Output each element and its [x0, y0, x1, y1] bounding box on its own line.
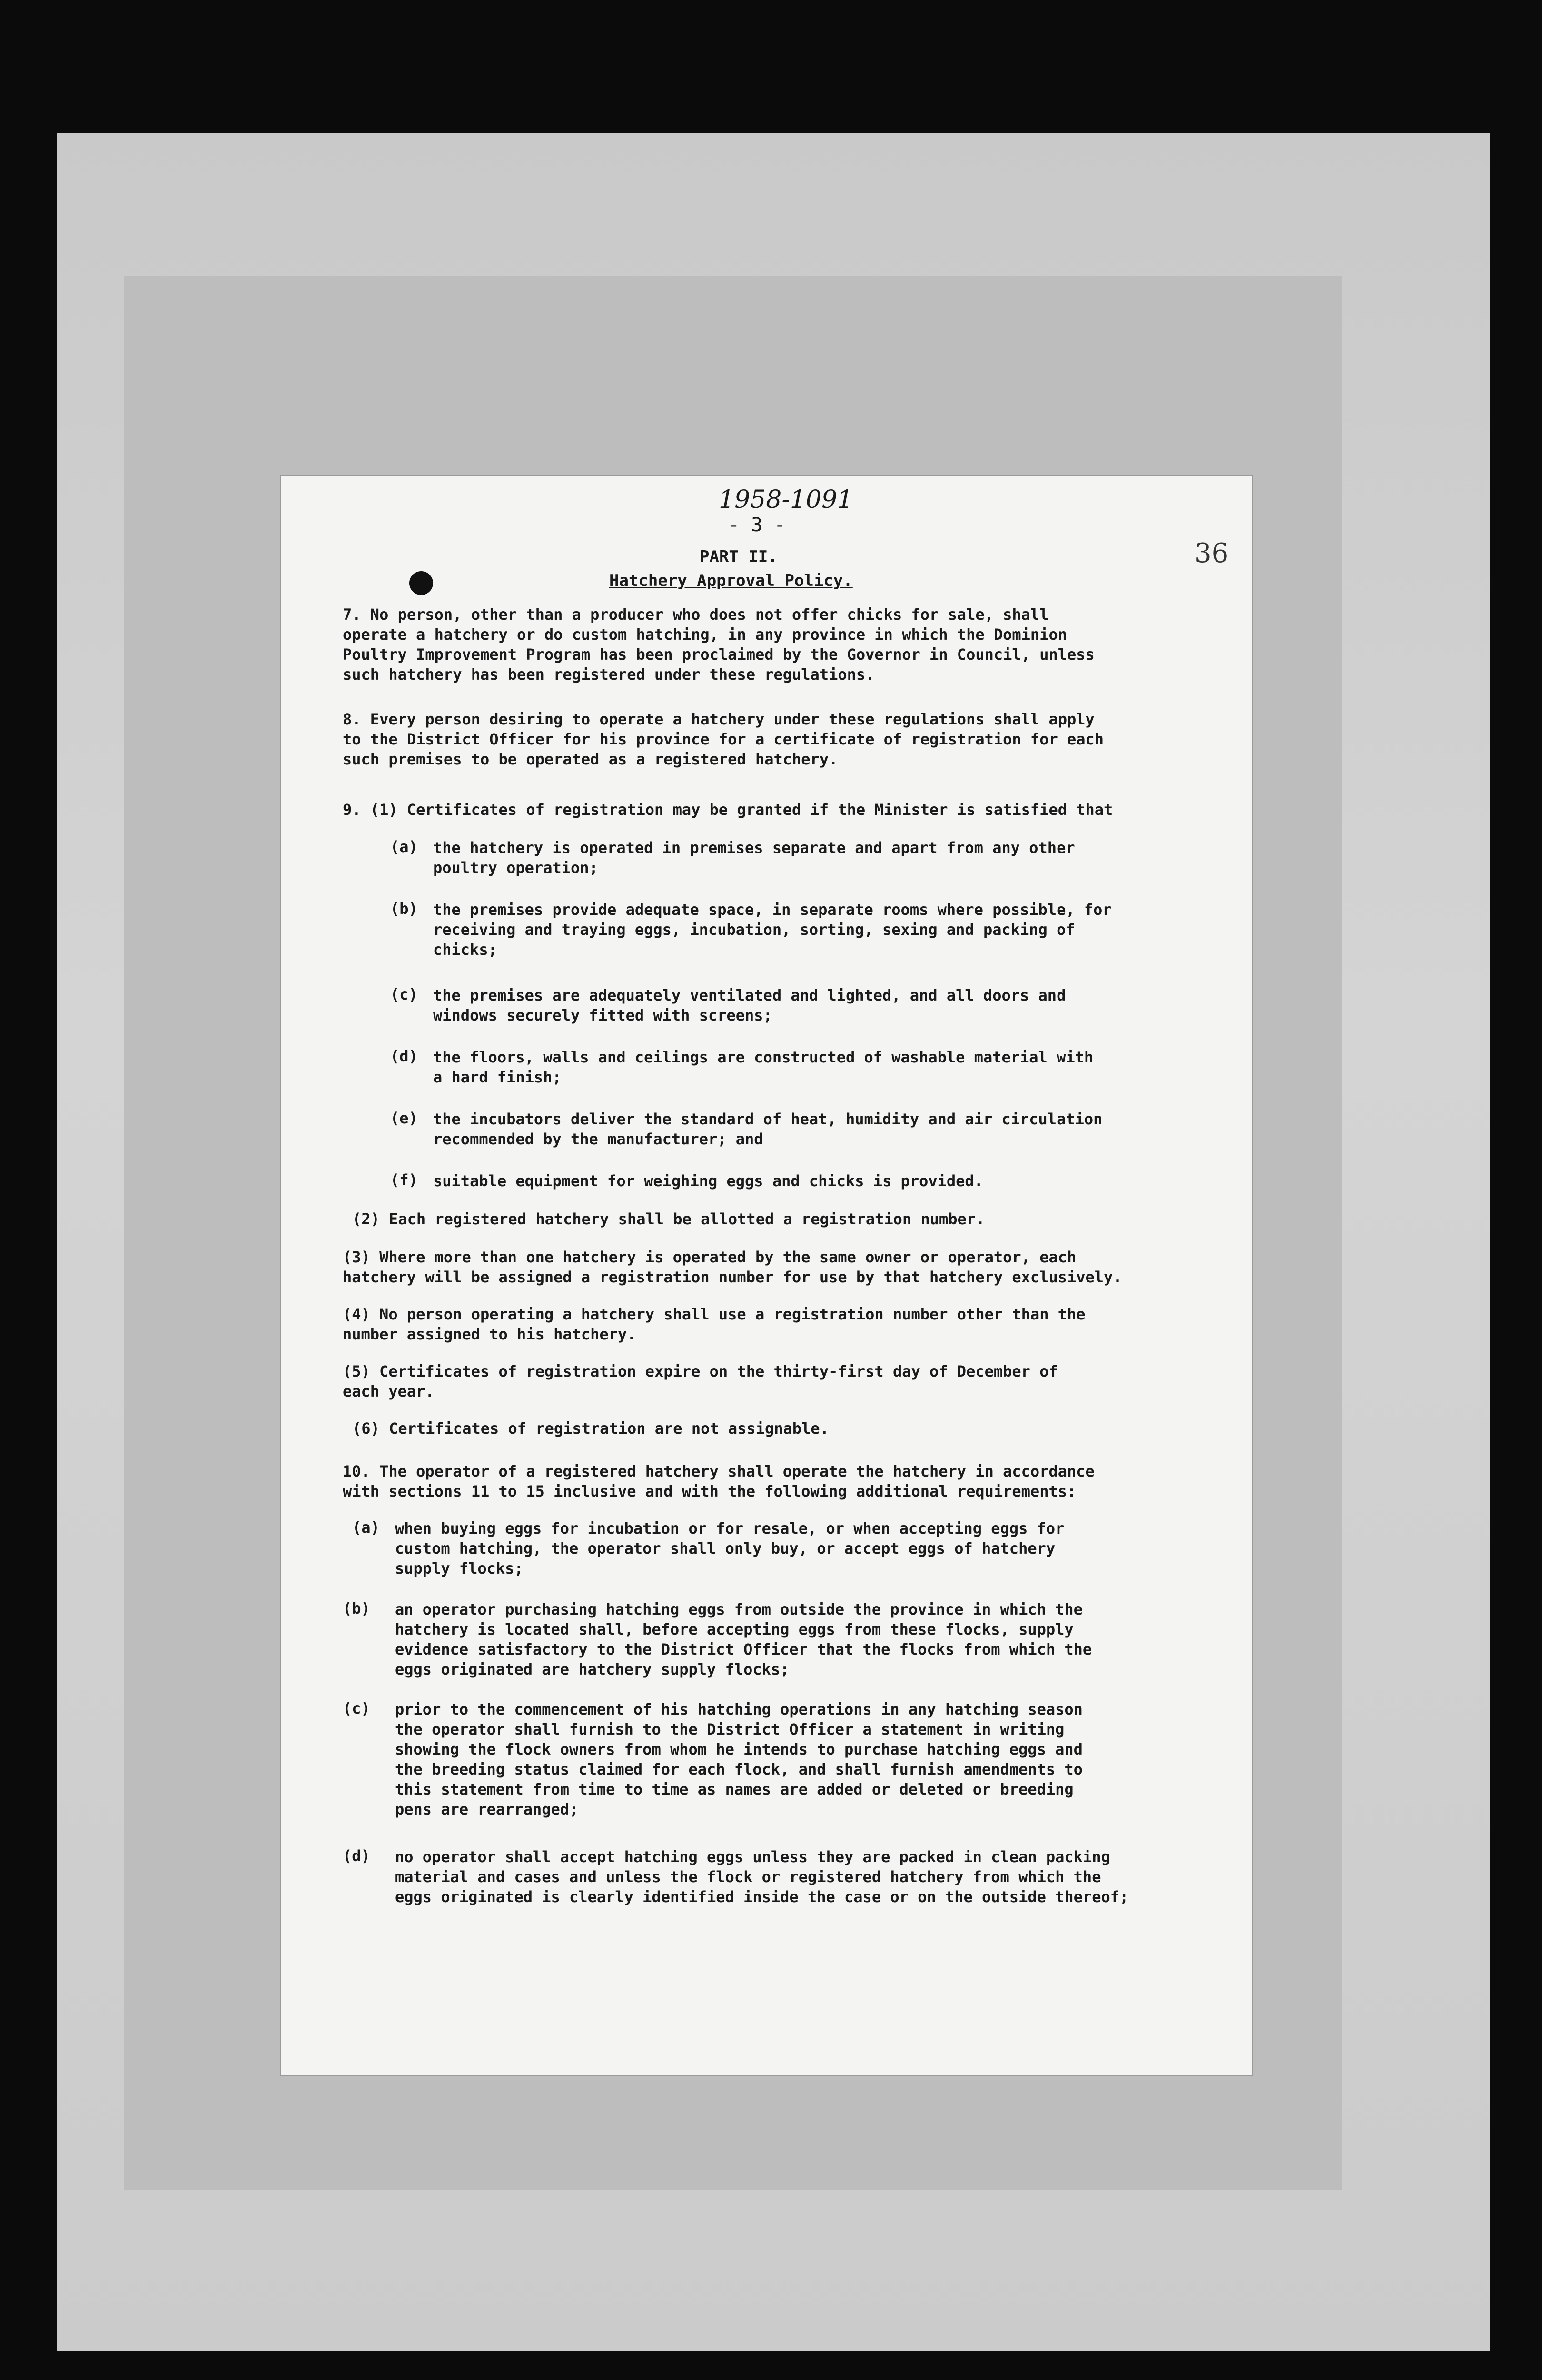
item-text: when buying eggs for incubation or for resale, or when accepting eggs for custom hatching, the operator shall only buy, or accept eggs of hatchery supply flocks; [395, 1519, 1065, 1577]
page-number: - 3 - [728, 514, 786, 536]
item-label: (d) [343, 1847, 370, 1865]
item-label: (a) [352, 1518, 380, 1537]
item-label: (e) [390, 1109, 418, 1127]
paragraph-9-intro: 9. (1) Certificates of registration may be granted if the Minister is satisfied that [343, 801, 1113, 819]
handwritten-reference-number: 1958-1091 [719, 486, 853, 514]
paragraph-9-4: (4) No person operating a hatchery shall use a registration number other than the number assigned to his hatchery. [343, 1305, 1086, 1343]
paragraph-9-3: (3) Where more than one hatchery is operated by the same owner or operator, each hatchery will be assigned a registration number for use by that hatchery exclusively. [343, 1248, 1122, 1286]
document-page [281, 476, 1252, 2075]
item-label: (a) [390, 838, 418, 856]
paragraph-8: 8. Every person desiring to operate a hatchery under these regulations shall apply to the District Officer for his province for a certificate of registration for each such premises to be operated as a registered hatchery. [343, 710, 1104, 768]
section-title: Hatchery Approval Policy. [609, 571, 853, 590]
paragraph-9-2: (2) Each registered hatchery shall be allotted a registration number. [352, 1210, 985, 1228]
item-label: (b) [390, 900, 418, 918]
paragraph-7: 7. No person, other than a producer who does not offer chicks for sale, shall operate a hatchery or do custom hatching, in any province in which the Dominion Poultry Improvement Program has been proclaimed by the Governor in Council, unless such hatchery has been registered under these regulations. [343, 605, 1095, 684]
item-label: (f) [390, 1171, 418, 1189]
item-text: prior to the commencement of his hatching operations in any hatching season the operator shall furnish to the District Officer a statement in writing showing the flock owners from whom he intends to purchase hatching eggs and the breeding status claimed for each flock, and shall furnish amendments to this statement from time to time as names are added or deleted or breeding pens are rearranged; [395, 1700, 1083, 1818]
paragraph-9-6: (6) Certificates of registration are not assignable. [352, 1419, 829, 1438]
punch-hole-mark [409, 571, 433, 595]
item-label: (c) [343, 1699, 370, 1717]
part-heading: PART II. [700, 547, 778, 566]
item-label: (c) [390, 985, 418, 1003]
item-text: no operator shall accept hatching eggs unless they are packed in clean packing material and cases and unless the flock or registered hatchery from which the eggs originated is clearly identified inside the case or on the outside thereof; [395, 1848, 1129, 1906]
item-text: an operator purchasing hatching eggs from outside the province in which the hatchery is located shall, before accepting eggs from these flocks, supply evidence satisfactory to the District Officer that the flocks from which the eggs originated are hatchery supply flocks; [395, 1600, 1092, 1678]
item-text: the premises provide adequate space, in separate rooms where possible, for receiving and traying eggs, incubation, sorting, sexing and packing of chicks; [433, 901, 1112, 959]
item-text: the floors, walls and ceilings are constructed of washable material with a hard finish; [433, 1048, 1094, 1086]
item-label: (b) [343, 1599, 370, 1617]
folio-number: 36 [1195, 538, 1229, 569]
item-text: the hatchery is operated in premises separate and apart from any other poultry operation; [433, 839, 1075, 877]
item-text: suitable equipment for weighing eggs and chicks is provided. [433, 1172, 983, 1190]
paragraph-10-intro: 10. The operator of a registered hatchery shall operate the hatchery in accordance with sections 11 to 15 inclusive and with the following additional requirements: [343, 1462, 1095, 1500]
item-text: the incubators deliver the standard of heat, humidity and air circulation recommended by the manufacturer; and [433, 1110, 1103, 1148]
item-text: the premises are adequately ventilated and lighted, and all doors and windows securely fitted with screens; [433, 986, 1066, 1024]
paragraph-9-5: (5) Certificates of registration expire on the thirty-first day of December of each year. [343, 1362, 1058, 1400]
item-label: (d) [390, 1047, 418, 1065]
